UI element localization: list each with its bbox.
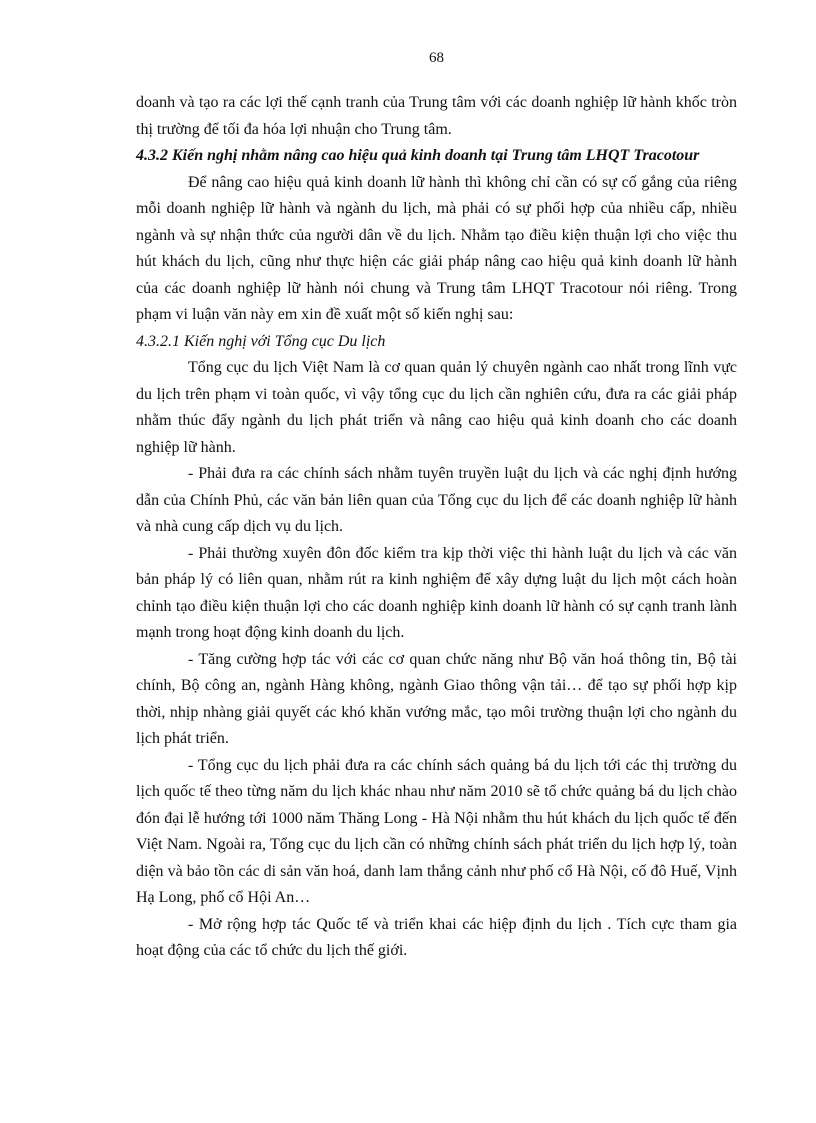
bullet-paragraph-promotion: - Tổng cục du lịch phải đưa ra các chính sách quảng bá du lịch tới các thị trường du lịch quốc tế theo từng năm du lịch khác nhau như năm 2010 sẽ tổ chức quảng bá du lịch chào đón đại lễ hướng tới 1000 năm Thăng Long - Hà Nội nhằm thu hút khách du lịch quốc tế đến Việt Nam. Ngoài ra, Tổng cục du lịch cần có những chính sách phát triển du lịch hợp lý, toàn diện và bảo tồn các di sản văn hoá, danh lam thắng cảnh như phố cổ Hà Nội, cố đô Huế, Vịnh Hạ Long, phố cổ Hội An… <box>136 756 737 906</box>
subsection-heading-4-3-2-1: 4.3.2.1 Kiến nghị với Tổng cục Du lịch <box>136 332 386 350</box>
paragraph-intro: Để nâng cao hiệu quả kinh doanh lữ hành thì không chỉ cần có sự cố gắng của riêng mỗi doanh nghiệp lữ hành và ngành du lịch, mà phải có sự phối hợp của nhiều cấp, nhiều ngành và sự nhận thức của người dân về du lịch. Nhằm tạo điều kiện thuận lợi cho việc thu hút khách du lịch, cũng như thực hiện các giải pháp nâng cao hiệu quả kinh doanh lữ hành của các doanh nghiệp lữ hành nói chung và Trung tâm LHQT Tracotour nói riêng. Trong phạm vi luận văn này em xin đề xuất một số kiến nghị sau: <box>136 173 737 323</box>
bullet-paragraph-policy: - Phải đưa ra các chính sách nhằm tuyên truyền luật du lịch và các nghị định hướng dẫn của Chính Phủ, các văn bản liên quan của Tổng cục du lịch để các doanh nghiệp lữ hành và nhà cung cấp dịch vụ du lịch. <box>136 465 737 535</box>
paragraph-tourism-administration: Tổng cục du lịch Việt Nam là cơ quan quản lý chuyên ngành cao nhất trong lĩnh vực du lịch trên phạm vi toàn quốc, vì vậy tổng cục du lịch cần nghiên cứu, đưa ra các giải pháp nhằm thúc đẩy ngành du lịch phát triển và nâng cao hiệu quả kinh doanh cho các doanh nghiệp lữ hành. <box>136 359 737 456</box>
bullet-paragraph-inspection: - Phải thường xuyên đôn đốc kiểm tra kịp thời việc thi hành luật du lịch và các văn bản pháp lý có liên quan, nhằm rút ra kinh nghiệm để xây dựng luật du lịch một cách hoàn chỉnh tạo điều kiện thuận lợi cho các doanh nghiệp kinh doanh lữ hành có sự cạnh tranh lành mạnh trong hoạt động kinh doanh du lịch. <box>136 544 737 641</box>
bullet-paragraph-cooperation: - Tăng cường hợp tác với các cơ quan chức năng như Bộ văn hoá thông tin, Bộ tài chính, Bộ công an, ngành Hàng không, ngành Giao thông vận tải… để tạo sự phối hợp kịp thời, nhịp nhàng giải quyết các khó khăn vướng mắc, tạo môi trường thuận lợi cho ngành du lịch phát triển. <box>136 650 737 747</box>
paragraph-continuation: doanh và tạo ra các lợi thế cạnh tranh của Trung tâm với các doanh nghiệp lữ hành khốc tròn thị trường để tối đa hóa lợi nhuận cho Trung tâm. <box>136 94 737 138</box>
page-number: 68 <box>429 50 444 66</box>
bullet-paragraph-international: - Mở rộng hợp tác Quốc tế và triển khai các hiệp định du lịch . Tích cực tham gia hoạt động của các tổ chức du lịch thế giới. <box>136 915 737 959</box>
page-content <box>136 90 737 965</box>
section-heading-4-3-2: 4.3.2 Kiến nghị nhằm nâng cao hiệu quả kinh doanh tại Trung tâm LHQT Tracotour <box>136 147 700 164</box>
